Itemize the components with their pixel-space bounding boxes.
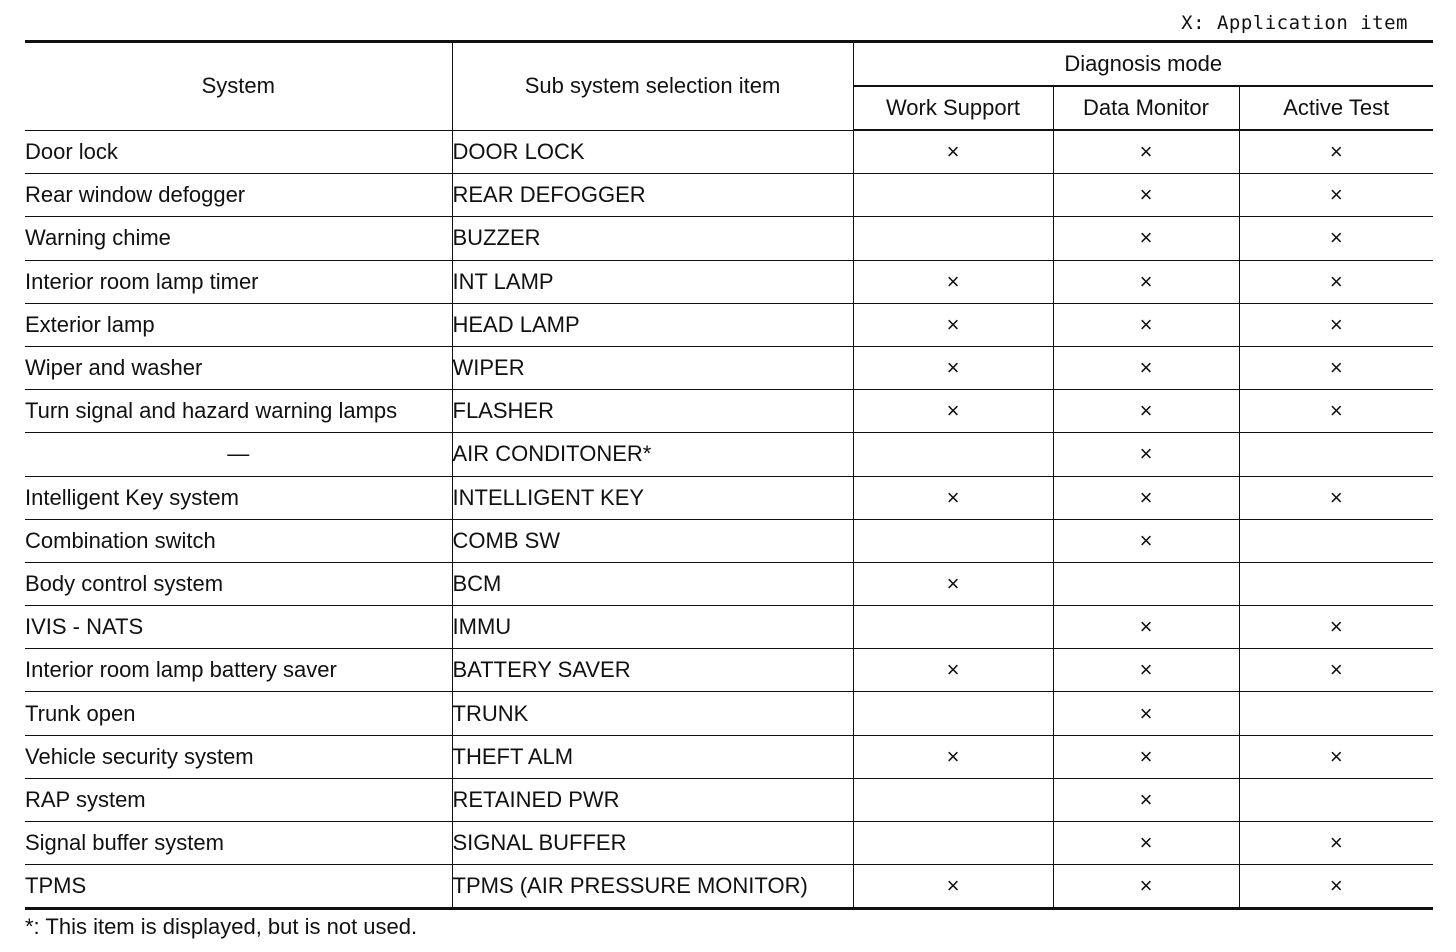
data-monitor-cell <box>1053 606 1239 649</box>
application-mark: × <box>1329 355 1343 381</box>
active-test-cell <box>1239 476 1433 519</box>
application-mark: × <box>1139 182 1153 208</box>
work-support-cell <box>853 433 1053 476</box>
sub-system-cell: BUZZER <box>452 217 853 260</box>
data-monitor-cell <box>1053 130 1239 174</box>
active-test-cell <box>1239 778 1433 821</box>
application-mark: × <box>1139 743 1153 769</box>
table-row <box>25 303 1433 346</box>
active-test-cell <box>1239 822 1433 865</box>
active-test-cell <box>1239 519 1433 562</box>
work-support-cell <box>853 217 1053 260</box>
application-mark: × <box>1139 398 1153 424</box>
header-work-support: Work Support <box>853 86 1053 130</box>
application-mark: × <box>1329 268 1343 294</box>
work-support-cell <box>853 303 1053 346</box>
work-support-cell <box>853 778 1053 821</box>
sub-system-cell: THEFT ALM <box>452 735 853 778</box>
table-row <box>25 822 1433 865</box>
data-monitor-cell <box>1053 433 1239 476</box>
header-sub-system: Sub system selection item <box>452 42 853 131</box>
application-mark: × <box>1329 398 1343 424</box>
application-mark: × <box>1139 484 1153 510</box>
application-mark: × <box>1329 657 1343 683</box>
application-mark: × <box>1329 743 1343 769</box>
application-mark: × <box>1139 786 1153 812</box>
table-row <box>25 346 1433 389</box>
sub-system-cell: BCM <box>452 562 853 605</box>
active-test-cell <box>1239 174 1433 217</box>
application-mark: × <box>1329 614 1343 640</box>
active-test-cell <box>1239 692 1433 735</box>
sub-system-cell: TRUNK <box>452 692 853 735</box>
sub-system-cell: FLASHER <box>452 390 853 433</box>
system-cell: Exterior lamp <box>25 303 452 346</box>
table-row <box>25 130 1433 174</box>
system-cell: Trunk open <box>25 692 452 735</box>
table-row <box>25 649 1433 692</box>
work-support-cell <box>853 130 1053 174</box>
application-mark: × <box>1329 225 1343 251</box>
application-mark: × <box>1139 311 1153 337</box>
footnote: *: This item is displayed, but is not used. <box>25 914 418 939</box>
sub-system-cell: INTELLIGENT KEY <box>452 476 853 519</box>
application-mark: × <box>946 657 960 683</box>
work-support-cell <box>853 519 1053 562</box>
active-test-cell <box>1239 865 1433 909</box>
data-monitor-cell <box>1053 303 1239 346</box>
application-mark: × <box>1139 830 1153 856</box>
system-cell: Interior room lamp battery saver <box>25 649 452 692</box>
data-monitor-cell <box>1053 217 1239 260</box>
application-mark: × <box>1139 441 1153 467</box>
application-mark: × <box>1139 700 1153 726</box>
system-cell: IVIS - NATS <box>25 606 452 649</box>
table-row <box>25 433 1433 476</box>
system-cell: Wiper and washer <box>25 346 452 389</box>
sub-system-cell: HEAD LAMP <box>452 303 853 346</box>
table-row <box>25 390 1433 433</box>
work-support-cell <box>853 174 1053 217</box>
legend-note: X: Application item <box>1181 12 1408 34</box>
application-mark: × <box>1139 614 1153 640</box>
data-monitor-cell <box>1053 390 1239 433</box>
active-test-cell <box>1239 562 1433 605</box>
active-test-cell <box>1239 217 1433 260</box>
sub-system-cell: INT LAMP <box>452 260 853 303</box>
header-data-monitor: Data Monitor <box>1053 86 1239 130</box>
data-monitor-cell <box>1053 562 1239 605</box>
application-mark: × <box>1139 139 1153 165</box>
sub-system-cell: AIR CONDITONER* <box>452 433 853 476</box>
sub-system-cell: REAR DEFOGGER <box>452 174 853 217</box>
application-mark: × <box>1139 225 1153 251</box>
system-cell: Vehicle security system <box>25 735 452 778</box>
work-support-cell <box>853 649 1053 692</box>
table-row <box>25 778 1433 821</box>
sub-system-cell: RETAINED PWR <box>452 778 853 821</box>
system-cell: Interior room lamp timer <box>25 260 452 303</box>
diagnosis-table <box>25 40 1433 910</box>
system-cell: Intelligent Key system <box>25 476 452 519</box>
data-monitor-cell <box>1053 519 1239 562</box>
active-test-cell <box>1239 130 1433 174</box>
work-support-cell <box>853 606 1053 649</box>
header-diagnosis-mode: Diagnosis mode <box>853 42 1433 87</box>
table-row <box>25 606 1433 649</box>
active-test-cell <box>1239 735 1433 778</box>
sub-system-cell: BATTERY SAVER <box>452 649 853 692</box>
application-mark: × <box>1139 873 1153 899</box>
work-support-cell <box>853 562 1053 605</box>
system-cell: Signal buffer system <box>25 822 452 865</box>
application-mark: × <box>1329 830 1343 856</box>
system-cell: Combination switch <box>25 519 452 562</box>
work-support-cell <box>853 476 1053 519</box>
system-cell: Warning chime <box>25 217 452 260</box>
application-mark: × <box>1139 268 1153 294</box>
active-test-cell <box>1239 649 1433 692</box>
table-row <box>25 735 1433 778</box>
sub-system-cell: SIGNAL BUFFER <box>452 822 853 865</box>
application-mark: × <box>946 139 960 165</box>
data-monitor-cell <box>1053 822 1239 865</box>
table-row <box>25 562 1433 605</box>
work-support-cell <box>853 822 1053 865</box>
work-support-cell <box>853 865 1053 909</box>
table-row <box>25 692 1433 735</box>
work-support-cell <box>853 692 1053 735</box>
application-mark: × <box>946 743 960 769</box>
system-cell: RAP system <box>25 778 452 821</box>
application-mark: × <box>946 873 960 899</box>
system-cell: Turn signal and hazard warning lamps <box>25 390 452 433</box>
application-mark: × <box>1139 355 1153 381</box>
application-mark: × <box>946 398 960 424</box>
active-test-cell <box>1239 606 1433 649</box>
application-mark: × <box>946 484 960 510</box>
sub-system-cell: DOOR LOCK <box>452 130 853 174</box>
application-mark: × <box>1329 484 1343 510</box>
sub-system-cell: WIPER <box>452 346 853 389</box>
table-row <box>25 260 1433 303</box>
data-monitor-cell <box>1053 260 1239 303</box>
data-monitor-cell <box>1053 692 1239 735</box>
data-monitor-cell <box>1053 174 1239 217</box>
table-row <box>25 476 1433 519</box>
sub-system-cell: COMB SW <box>452 519 853 562</box>
system-cell: Door lock <box>25 130 452 174</box>
system-cell: — <box>25 433 452 476</box>
work-support-cell <box>853 390 1053 433</box>
system-cell: TPMS <box>25 865 452 909</box>
active-test-cell <box>1239 303 1433 346</box>
table-row <box>25 865 1433 909</box>
application-mark: × <box>1139 527 1153 553</box>
application-mark: × <box>1329 311 1343 337</box>
application-mark: × <box>1329 182 1343 208</box>
sub-system-cell: IMMU <box>452 606 853 649</box>
data-monitor-cell <box>1053 735 1239 778</box>
data-monitor-cell <box>1053 778 1239 821</box>
system-cell: Body control system <box>25 562 452 605</box>
data-monitor-cell <box>1053 346 1239 389</box>
table-body <box>25 130 1433 909</box>
work-support-cell <box>853 735 1053 778</box>
application-mark: × <box>1329 139 1343 165</box>
data-monitor-cell <box>1053 476 1239 519</box>
active-test-cell <box>1239 260 1433 303</box>
work-support-cell <box>853 260 1053 303</box>
active-test-cell <box>1239 433 1433 476</box>
sub-system-cell: TPMS (AIR PRESSURE MONITOR) <box>452 865 853 909</box>
application-mark: × <box>946 570 960 596</box>
header-active-test: Active Test <box>1239 86 1433 130</box>
data-monitor-cell <box>1053 865 1239 909</box>
header-system: System <box>25 42 452 131</box>
table-row <box>25 174 1433 217</box>
application-mark: × <box>946 355 960 381</box>
application-mark: × <box>1329 873 1343 899</box>
table-row <box>25 519 1433 562</box>
application-mark: × <box>946 311 960 337</box>
active-test-cell <box>1239 346 1433 389</box>
work-support-cell <box>853 346 1053 389</box>
table-row <box>25 217 1433 260</box>
data-monitor-cell <box>1053 649 1239 692</box>
system-cell: Rear window defogger <box>25 174 452 217</box>
application-mark: × <box>946 268 960 294</box>
application-mark: × <box>1139 657 1153 683</box>
active-test-cell <box>1239 390 1433 433</box>
